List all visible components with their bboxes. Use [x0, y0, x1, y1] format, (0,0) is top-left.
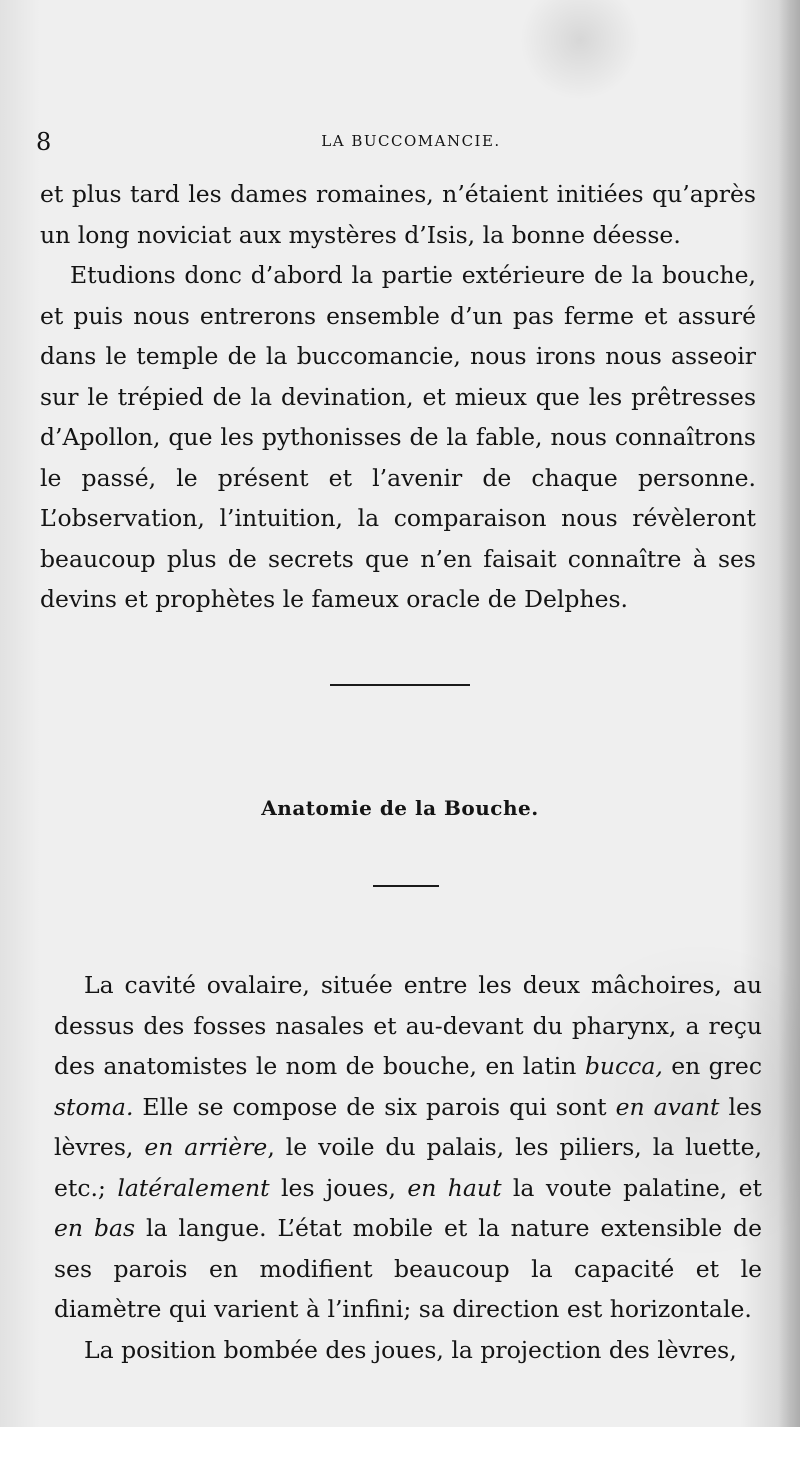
page-header — [36, 128, 756, 158]
section-divider-rule — [330, 684, 470, 686]
italic-term-en-arriere: en arrière — [144, 1133, 268, 1161]
italic-term-stoma: stoma. — [54, 1092, 134, 1121]
section-title: Anatomie de la Bouche. — [261, 796, 539, 820]
title-underline-rule — [373, 885, 439, 887]
page-shadow-edge — [778, 0, 800, 1457]
paragraph-etudions: Etudions donc d’abord la partie extérieure de la bouche, et puis nous entrerons ensemble d’un pas ferme et assuré dans le temple de la buccomancie, nous irons nous asseoir sur le trépied de la devination, et mieux que les prêtresses d’Apollon, que les pythonisses de la fable, nous connaîtrons le passé, le présent et l’avenir de chaque personne. L’observation, l’intuition, la comparaison nous révèleront beaucoup plus de secrets que n’en faisait connaître à ses devins et prophètes le fameux oracle de Delphes. — [40, 261, 756, 613]
italic-term-en-avant: en avant — [615, 1092, 720, 1121]
text-run: la langue. L’état mobile et la nature extensible de ses parois en modifient beaucoup la capacité et le diamètre qui varient à l’infini; sa direction est horizontale. — [54, 1214, 762, 1323]
text-run: en grec — [662, 1052, 762, 1080]
italic-term-bucca: bucca, — [584, 1052, 663, 1080]
text-run: La cavité ovalaire, située entre les deux mâchoires, au dessus des fosses nasales et au-devant du pharynx, a reçu des anatomistes le nom de bouche, en latin — [54, 971, 762, 1080]
top-text-block — [40, 174, 756, 620]
text-run: les lèvres, — [54, 1092, 763, 1161]
paragraph-position: La position bombée des joues, la projection des lèvres, — [84, 1335, 737, 1364]
text-run: Elle se compose de six parois qui sont — [133, 1092, 616, 1121]
bottom-text-block — [54, 965, 762, 1370]
paragraph-continuation: et plus tard les dames romaines, n’étaient initiées qu’après un long noviciat aux mystères d’Isis, la bonne déesse. — [40, 180, 756, 249]
text-run: , le voile du palais, les piliers, la luette, etc.; — [54, 1133, 762, 1202]
italic-term-en-bas: en bas — [54, 1214, 136, 1242]
running-title: LA BUCCOMANCIE. — [321, 132, 501, 150]
page-number: 8 — [36, 128, 52, 156]
paragraph-cavite — [54, 965, 762, 1330]
italic-term-en-haut: en haut — [407, 1173, 502, 1202]
page-bottom-margin — [0, 1427, 800, 1457]
italic-term-lateralement: latéralement — [117, 1173, 270, 1202]
text-run: les joues, — [269, 1173, 408, 1202]
text-run: la voute palatine, et — [501, 1173, 762, 1202]
